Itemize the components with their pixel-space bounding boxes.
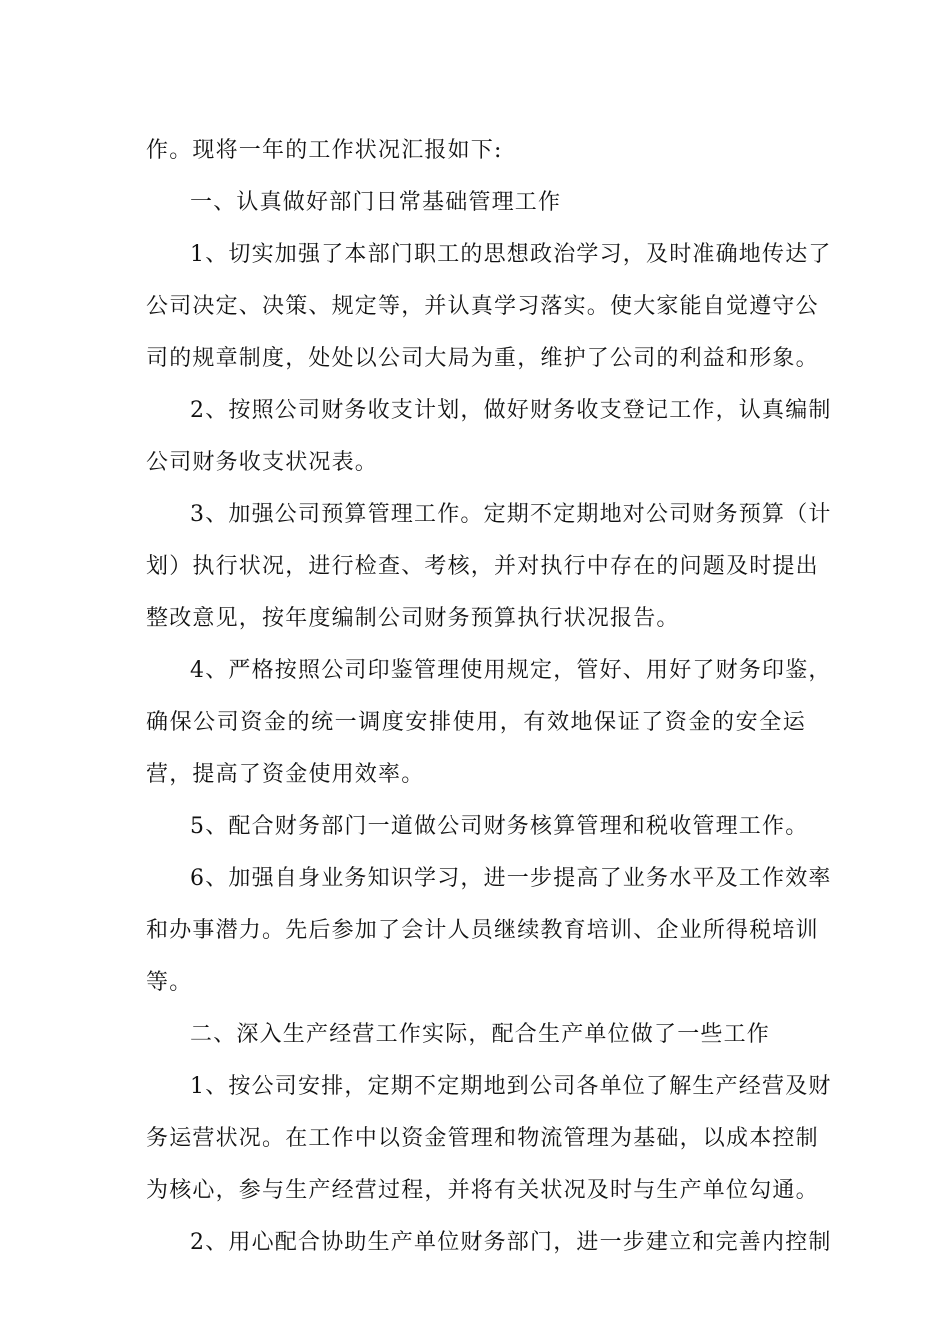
text-line: 2、用心配合协助生产单位财务部门，进一步建立和完善内控制: [190, 1230, 832, 1255]
text-line: 6、加强自身业务知识学习，进一步提高了业务水平及工作效率: [190, 866, 832, 891]
text-line: 整改意见，按年度编制公司财务预算执行状况报告。: [146, 606, 680, 631]
text-line: 司的规章制度，处处以公司大局为重，维护了公司的利益和形象。: [146, 346, 819, 371]
text-line: 等。: [146, 970, 193, 995]
text-line: 划）执行状况，进行检查、考核，并对执行中存在的问题及时提出: [146, 554, 819, 579]
text-line: 公司决定、决策、规定等，并认真学习落实。使大家能自觉遵守公: [146, 294, 819, 319]
text-line: 确保公司资金的统一调度安排使用，有效地保证了资金的安全运: [146, 710, 806, 735]
text-line: 作。现将一年的工作状况汇报如下:: [146, 138, 503, 163]
text-line: 3、加强公司预算管理工作。定期不定期地对公司财务预算（计: [190, 502, 832, 527]
text-line: 公司财务收支状况表。: [146, 450, 379, 475]
text-line: 4、严格按照公司印鉴管理使用规定，管好、用好了财务印鉴，: [190, 658, 832, 683]
text-line: 为核心，参与生产经营过程，并将有关状况及时与生产单位勾通。: [146, 1178, 819, 1203]
text-line: 5、配合财务部门一道做公司财务核算管理和税收管理工作。: [190, 814, 809, 839]
section-heading: 二、深入生产经营工作实际，配合生产单位做了一些工作: [190, 1022, 771, 1047]
text-line: 1、按公司安排，定期不定期地到公司各单位了解生产经营及财: [190, 1074, 832, 1099]
text-line: 营，提高了资金使用效率。: [146, 762, 425, 787]
text-line: 2、按照公司财务收支计划，做好财务收支登记工作，认真编制: [190, 398, 832, 423]
text-line: 和办事潜力。先后参加了会计人员继续教育培训、企业所得税培训: [146, 918, 819, 943]
text-line: 1、切实加强了本部门职工的思想政治学习，及时准确地传达了: [190, 242, 832, 267]
text-line: 务运营状况。在工作中以资金管理和物流管理为基础，以成本控制: [146, 1126, 819, 1151]
section-heading: 一、认真做好部门日常基础管理工作: [190, 190, 562, 215]
